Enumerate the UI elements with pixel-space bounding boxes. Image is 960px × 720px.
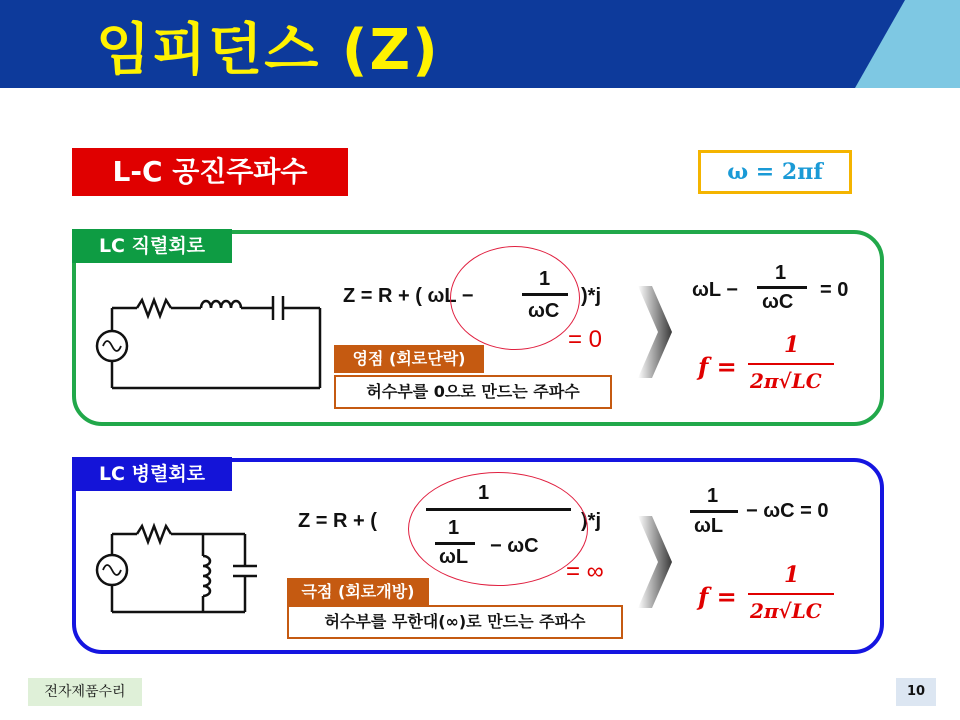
parallel-pole-desc: 허수부를 무한대(∞)로 만드는 주파수	[287, 605, 623, 639]
series-circuit-diagram	[95, 288, 330, 398]
parallel-frequency-numerator: 1	[784, 562, 800, 588]
series-eq-numerator: 1	[539, 268, 551, 290]
series-imag-zero: = 0	[568, 326, 603, 353]
series-eq-denominator: ωC	[528, 300, 560, 322]
parallel-imag-infinity: = ∞	[566, 558, 604, 585]
series-resonance-right: = 0	[820, 279, 849, 301]
parallel-impedance-eq-left: Z = R + (	[298, 510, 377, 532]
series-frequency-numerator: 1	[784, 332, 800, 358]
parallel-frequency-fraction-bar	[748, 593, 834, 595]
series-zero-point-tag: 영점 (회로단락)	[334, 345, 484, 373]
page-number: 10	[896, 678, 936, 706]
parallel-eq-numerator: 1	[478, 482, 490, 504]
parallel-impedance-eq-right: )*j	[581, 510, 601, 532]
series-arrow-chevron	[638, 286, 672, 378]
series-frequency-lhs: f =	[698, 352, 737, 381]
series-panel-tag: LC 직렬회로	[72, 229, 232, 263]
parallel-panel-tag: LC 병렬회로	[72, 457, 232, 491]
series-resonance-left: ωL −	[692, 279, 738, 301]
series-resonance-numerator: 1	[775, 262, 787, 284]
omega-formula-box: ω = 2πf	[698, 150, 852, 194]
parallel-resonance-denominator: ωL	[694, 515, 724, 537]
series-highlight-circle	[450, 246, 580, 350]
parallel-arrow-chevron	[638, 516, 672, 608]
page-title: 임피던스 (Z)	[96, 18, 440, 83]
series-impedance-eq-left: Z = R + ( ωL −	[343, 285, 474, 307]
series-impedance-eq-right: )*j	[581, 285, 601, 307]
parallel-circuit-diagram	[95, 520, 270, 620]
parallel-eq-inner-rest: − ωC	[490, 535, 539, 557]
parallel-frequency-denominator: 2π√LC	[750, 599, 822, 623]
parallel-resonance-fraction-bar	[690, 510, 738, 513]
parallel-pole-tag: 극점 (회로개방)	[287, 578, 429, 606]
parallel-highlight-circle	[408, 472, 588, 586]
footer-label: 전자제품수리	[28, 678, 142, 706]
section-title: L-C 공진주파수	[72, 148, 348, 196]
series-zero-point-desc: 허수부를 0으로 만드는 주파수	[334, 375, 612, 409]
parallel-resonance-right: − ωC = 0	[746, 500, 829, 522]
parallel-resonance-numerator: 1	[707, 485, 719, 507]
series-resonance-fraction-bar	[757, 286, 807, 289]
series-frequency-denominator: 2π√LC	[750, 369, 822, 393]
parallel-eq-inner-denominator: ωL	[439, 546, 469, 568]
parallel-frequency-lhs: f =	[698, 582, 737, 611]
parallel-eq-inner-numerator: 1	[448, 517, 460, 539]
series-resonance-denominator: ωC	[762, 291, 794, 313]
series-frequency-fraction-bar	[748, 363, 834, 365]
